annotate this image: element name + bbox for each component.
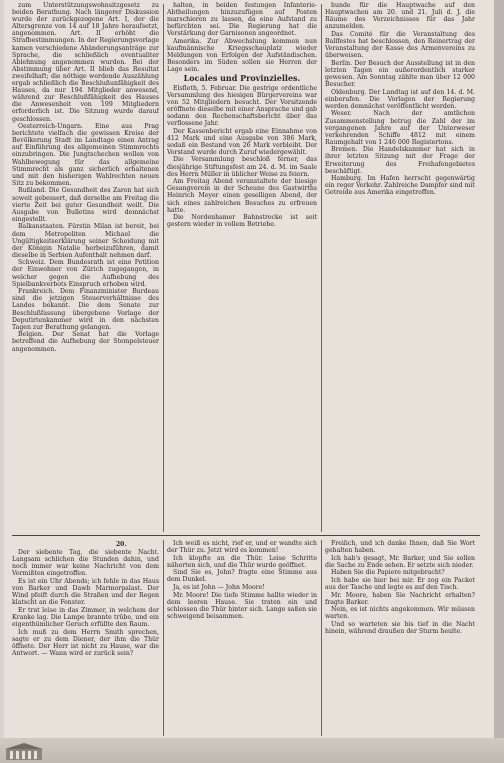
paragraph: Bremen. Die Handelskammer hat sich in ihrer letzten Sitzung mit der Frage der Erweiterung des Freihafengebietes beschäftigt.: [325, 146, 475, 175]
feuilleton-separator: [12, 535, 480, 536]
paragraph: Ich weiß es nicht, rief er, und er wandte sich der Thür zu. Jetzt wird es kommen!: [167, 540, 317, 555]
paragraph: Weser. Nach der amtlichen Zusammenstellung betrug die Zahl der im vergangenen Jahre auf der Unterweser verkehrenden Schiffe 4812 mit einem Raumgehalt von 1 246 000 Registertons.: [325, 110, 475, 146]
column-rule: [163, 4, 164, 532]
feuilleton-column-3: [325, 540, 475, 737]
paragraph: Und so warteten sie bis tief in die Nacht hinein, während draußen der Sturm heulte.: [325, 621, 475, 636]
feuilleton-column-1: [12, 549, 159, 737]
paragraph: Mr. Moore! Die tiefe Stimme hallte wieder in dem leeren Hause. Sie traten ein und schlossen die Thür hinter sich. Lange saßen sie schweigend beisammen.: [167, 591, 317, 620]
paragraph: Mr. Moore, haben Sie Nachricht erhalten? fragte Barker.: [325, 591, 475, 606]
column-rule: [321, 540, 322, 736]
paragraph: Amerika. Zur Abwechslung kommen nun kaufmännische Kriegsschauplatz wieder Meldungen von Erfolgen der Aufständischen. Besonders im Süden sollen sie Herren der Lage sein.: [167, 37, 317, 74]
paragraph: Er trat leise in das Zimmer, in welchem der Kranke lag. Die Lampe brannte trübe, und ein eigenthümlicher Geruch erfüllte den Raum.: [12, 606, 159, 628]
column-rule: [321, 4, 322, 532]
paragraph: Berlin. Der Besuch der Ausstellung ist in den letzten Tagen ein außerordentlich starker gewesen. Am Sonntag zählte man über 12 000 Besucher.: [325, 59, 475, 89]
paragraph: hunde für die Hauptwache auf den Hauptwachen am 20. und 21. Juli d. J. die Räume des Verzeichnisses für das Jahr anzumelden.: [325, 2, 475, 31]
paragraph: Balkanstaaten. Fürstin Milan ist bereit, bei dem Metropoliten Michael die Ungültigkeitserklärung seiner Scheidung mit der Königin Natalie herbeizuführen, damit dieselbe in Serbien Aufenthalt nehmen darf.: [12, 223, 159, 259]
paragraph: Oesterreich-Ungarn. Eine aus Prag berichtete vielfach die gewissen Kreise der Bevölkerung Stadt im Landtage einen Antrag auf Einführung des allgemeinen Stimmrechts einzubringen. Die Jungtschechen wollen von Wahlbewegung für das allgemeine Stimmrecht als ganz sicherlich erhaltenen und mit den bisherigen Wahlrechten neuen Sitz zu bekommen.: [12, 123, 159, 187]
paragraph: Es ist ein Uhr Abends; ich fehle in das Haus von Barker und Dawb Marmorpalast. Der Wind pfeift durch die Straßen und der Regen klatscht an die Fenster.: [12, 577, 159, 607]
library-logo-icon: [4, 741, 44, 761]
feuilleton-column-2: [167, 540, 317, 737]
paragraph: Frankreich. Dem Finanzminister Burdeau sind die jetzigen Steuerverhältnisse des Landes bekannt. Die dem Senate zur Beschlußfassung übergebene Vorlage der Deputirtenkammer wird in den nächsten Tagen zur Berathung gelangen.: [12, 288, 159, 331]
paragraph: Der siebente Tag, die siebente Nacht. Langsam schlichen die Stunden dahin, und noch immer war keine Nachricht von dem Vermißten eingetroffen.: [12, 549, 159, 578]
paragraph: Ich muß zu dem Herrn Smith sprechen, sagte er zu dem Diener, der ihm die Thür öffnete. Der Herr ist nicht zu Hause, war die Antwort. — Wann wird er zurück sein?: [12, 628, 159, 657]
paragraph: Ja, es ist John — John Moore!: [173, 584, 265, 592]
paragraph: Die Nordenhamer Bahnstrecke ist seit gestern wieder in vollem Betriebe.: [167, 214, 317, 229]
paragraph: Das Comité für die Veranstaltung des Ballfestes hat beschlossen, den Reinertrag der Veranstaltung der Kasse des Armenvereins zu überweisen.: [325, 30, 475, 60]
paragraph: halten, in beiden festungen Infanterie-Abtheilungen hinzuzufügen auf Posten marschieren zu lassen, da eine Aufstand zu befürchten sei. Die Regierung hat die Verstärkung der Garnisonen angeordnet.: [167, 2, 317, 38]
paragraph: Am Freitag Abend veranstaltete der hiesige Gesangverein in der Scheune des Gastwirths Heinrich Meyer einen geselligen Abend, der sich eines zahlreichen Besuches zu erfreuen hatte.: [167, 178, 317, 214]
paragraph: Haben Sie die Papiere mitgebracht?: [331, 569, 445, 577]
paragraph: Die Versammlung beschloß ferner, das diesjährige Stiftungsfest am 24. d. M. im Saale des Herrn Müller in üblicher Weise zu feiern.: [167, 156, 317, 178]
column-1: [12, 2, 159, 534]
paragraph: Der Kassenbericht ergab eine Einnahme von 412 Mark und eine Ausgabe von 386 Mark, sodaß ein Bestand von 26 Mark verbleibt. Der Vorstand wurde durch Zuruf wiedergewählt.: [167, 127, 317, 156]
column-3: [325, 2, 475, 534]
paragraph: Elsfleth, 5. Februar. Die gestrige ordentliche Versammlung des hiesigen Bürgervereins war von 52 Mitgliedern besucht. Der Vorsitzende eröffnete dieselbe mit einer Ansprache und gab sodann den Rechenschaftsbericht über das verflossene Jahr.: [167, 84, 317, 127]
column-rule: [163, 540, 164, 736]
paragraph: Oldenburg. Der Landtag ist auf den 14. d. M. einberufen. Die Vorlagen der Regierung werden demnächst veröffentlicht werden.: [325, 88, 475, 110]
paragraph: Rußland. Die Gesundheit des Zaren hat sich soweit gebessert, daß derselbe am Freitag die vierte Zeit bei guter Gesundheit weilt. Die Ausgabe von Bulletins wird demnächst eingestellt.: [12, 187, 159, 223]
paragraph: Freilich, und ich danke Ihnen, daß Sie Wort gehalten haben.: [325, 540, 475, 555]
paragraph: zum Unterstützungswohnsitzgesetz zu beiden Berathung. Nach längerer Diskussion wurde der zurückgezogene Art. I, der die Altersgrenze von 14 auf 18 Jahre heraufsetzt, angenommen. Art. II erhöht die Strafbestimmungen. In der Regierungsvorlage kamen verschiedene Abänderungsanträge zur Sprache, die schließlich eventualiter Ablehnung angenommen wurden. Bei der Abstimmung über Art. II blieb das Resultat zweifelhaft; die nöthige werdende Auszählung ergab schließlich die Beschlußunfähigkeit des Hauses, da nur 194 Mitglieder anwesend, während zur Beschlußfähigkeit des Hauses die Anwesenheit von 199 Mitgliedern erforderlich ist. Die Sitzung wurde darauf geschlossen.: [12, 2, 159, 123]
paragraph: Belgien. Der Senat hat die Vorlage betreffend die Aufhebung der Stempelsteuer angenommen.: [12, 331, 159, 353]
paragraph: Nein, es ist nichts angekommen. Wir müssen warten.: [325, 606, 475, 621]
paragraph: Sind Sie es, John? fragte eine Stimme aus dem Dunkel.: [167, 569, 317, 584]
newspaper-page: [4, 0, 494, 760]
paragraph: Ich habe sie hier bei mir. Er zog ein Packet aus der Tasche und legte es auf den Tisch.: [325, 576, 475, 592]
column-2: [167, 2, 317, 534]
section-heading: Locales und Provinzielles.: [183, 73, 301, 84]
paragraph: Hamburg. Im Hafen herrscht gegenwärtig ein reger Verkehr. Zahlreiche Dampfer sind mit Getreide aus Amerika eingetroffen.: [325, 175, 475, 197]
bottom-strip: [0, 738, 504, 763]
paragraph: Ich klopfte an die Thür. Leise Schritte näherten sich, und die Thür wurde geöffnet.: [167, 554, 317, 569]
paragraph: Ich hab's gesagt, Mr. Barker, und Sie sollen die Sache zu Ende sehen. Er setzte sich nieder.: [325, 554, 475, 569]
page-edge-shadow: [494, 0, 504, 740]
feuilleton-page-number: 20.: [116, 541, 127, 548]
paragraph: Schweiz. Dem Bundesrath ist eine Petition der Einwohner von Zürich zugegangen, in welcher gegen die Aufhebung des Spielbankverbots Einspruch erhoben wird.: [12, 259, 159, 288]
